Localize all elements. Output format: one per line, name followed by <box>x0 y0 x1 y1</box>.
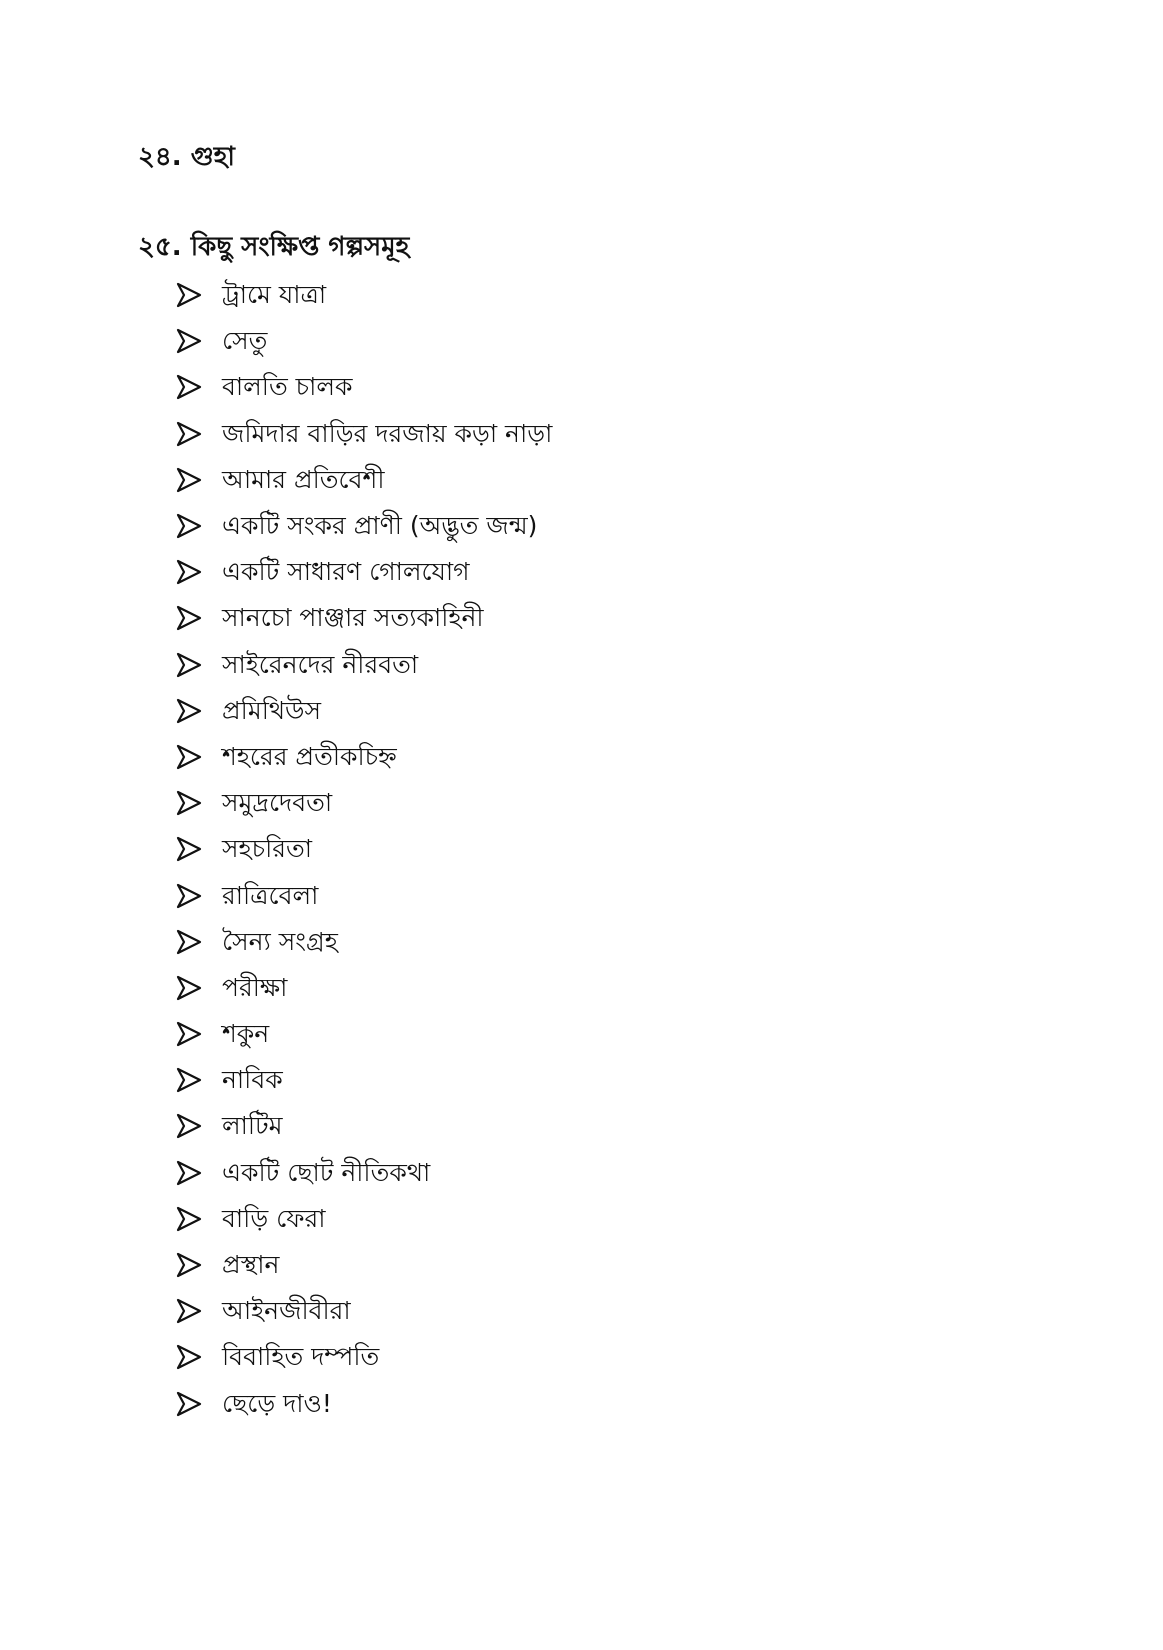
list-item-label: একটি ছোট নীতিকথা <box>222 1157 431 1187</box>
list-item <box>176 734 552 780</box>
arrowhead-bullet-icon <box>176 1344 202 1370</box>
list-item <box>176 826 552 872</box>
list-item-label: সহচরিতা <box>222 834 313 864</box>
list-item-label: একটি সাধারণ গোলযোগ <box>222 557 470 587</box>
list-item-label: আইনজীবীরা <box>222 1296 351 1326</box>
list-item <box>176 688 552 734</box>
arrowhead-bullet-icon <box>176 1391 202 1417</box>
arrowhead-bullet-icon <box>176 282 202 308</box>
list-item-label: সমুদ্রদেবতা <box>222 788 333 818</box>
list-item <box>176 1011 552 1057</box>
list-item <box>176 1381 552 1427</box>
arrowhead-bullet-icon <box>176 1021 202 1047</box>
list-item <box>176 549 552 595</box>
arrowhead-bullet-icon <box>176 929 202 955</box>
list-item-label: লাটিম <box>222 1111 283 1141</box>
arrowhead-bullet-icon <box>176 744 202 770</box>
list-item-label: সাইরেনদের নীরবতা <box>222 649 419 679</box>
list-item <box>176 1057 552 1103</box>
list-item <box>176 595 552 641</box>
list-item-label: সেতু <box>222 326 268 356</box>
list-item-label: একটি সংকর প্রাণী (অদ্ভুত জন্ম) <box>222 511 538 541</box>
list-item-label: আমার প্রতিবেশী <box>222 464 385 494</box>
arrowhead-bullet-icon <box>176 421 202 447</box>
list-item-label: প্রস্থান <box>222 1250 280 1280</box>
list-item <box>176 1242 552 1288</box>
list-item-label: রাত্রিবেলা <box>222 880 319 910</box>
list-item <box>176 1150 552 1196</box>
arrowhead-bullet-icon <box>176 328 202 354</box>
arrowhead-bullet-icon <box>176 698 202 724</box>
list-item <box>176 780 552 826</box>
story-list <box>176 272 552 1427</box>
list-item-label: বাড়ি ফেরা <box>222 1203 326 1233</box>
list-item-label: ছেড়ে দাও! <box>222 1388 332 1418</box>
arrowhead-bullet-icon <box>176 559 202 585</box>
list-item-label: সৈন্য সংগ্রহ <box>222 926 338 956</box>
arrowhead-bullet-icon <box>176 1298 202 1324</box>
arrowhead-bullet-icon <box>176 1206 202 1232</box>
section-25-heading: ২৫. কিছু সংক্ষিপ্ত গল্পসমূহ <box>138 232 410 262</box>
list-item <box>176 1334 552 1380</box>
list-item-label: প্রমিথিউস <box>222 695 322 725</box>
arrowhead-bullet-icon <box>176 883 202 909</box>
list-item <box>176 272 552 318</box>
arrowhead-bullet-icon <box>176 467 202 493</box>
arrowhead-bullet-icon <box>176 1252 202 1278</box>
list-item <box>176 503 552 549</box>
list-item-label: শকুন <box>222 1019 270 1049</box>
list-item <box>176 318 552 364</box>
list-item-label: সানচো পাঞ্জার সত্যকাহিনী <box>222 603 484 633</box>
arrowhead-bullet-icon <box>176 790 202 816</box>
list-item <box>176 642 552 688</box>
list-item <box>176 965 552 1011</box>
list-item <box>176 411 552 457</box>
list-item-label: বালতি চালক <box>222 372 353 402</box>
section-24-heading: ২৪. গুহা <box>138 142 235 172</box>
list-item <box>176 364 552 410</box>
arrowhead-bullet-icon <box>176 975 202 1001</box>
list-item-label: শহরের প্রতীকচিহ্ন <box>222 741 397 771</box>
arrowhead-bullet-icon <box>176 1160 202 1186</box>
list-item <box>176 457 552 503</box>
list-item <box>176 1196 552 1242</box>
list-item <box>176 919 552 965</box>
list-item-label: পরীক্ষা <box>222 972 288 1002</box>
list-item-label: জমিদার বাড়ির দরজায় কড়া নাড়া <box>222 418 553 448</box>
list-item-label: ট্রামে যাত্রা <box>222 280 327 310</box>
arrowhead-bullet-icon <box>176 652 202 678</box>
arrowhead-bullet-icon <box>176 513 202 539</box>
arrowhead-bullet-icon <box>176 605 202 631</box>
list-item-label: বিবাহিত দম্পতি <box>222 1342 380 1372</box>
list-item-label: নাবিক <box>222 1065 283 1095</box>
arrowhead-bullet-icon <box>176 1113 202 1139</box>
list-item <box>176 1288 552 1334</box>
arrowhead-bullet-icon <box>176 836 202 862</box>
arrowhead-bullet-icon <box>176 374 202 400</box>
list-item <box>176 872 552 918</box>
list-item <box>176 1103 552 1149</box>
arrowhead-bullet-icon <box>176 1067 202 1093</box>
